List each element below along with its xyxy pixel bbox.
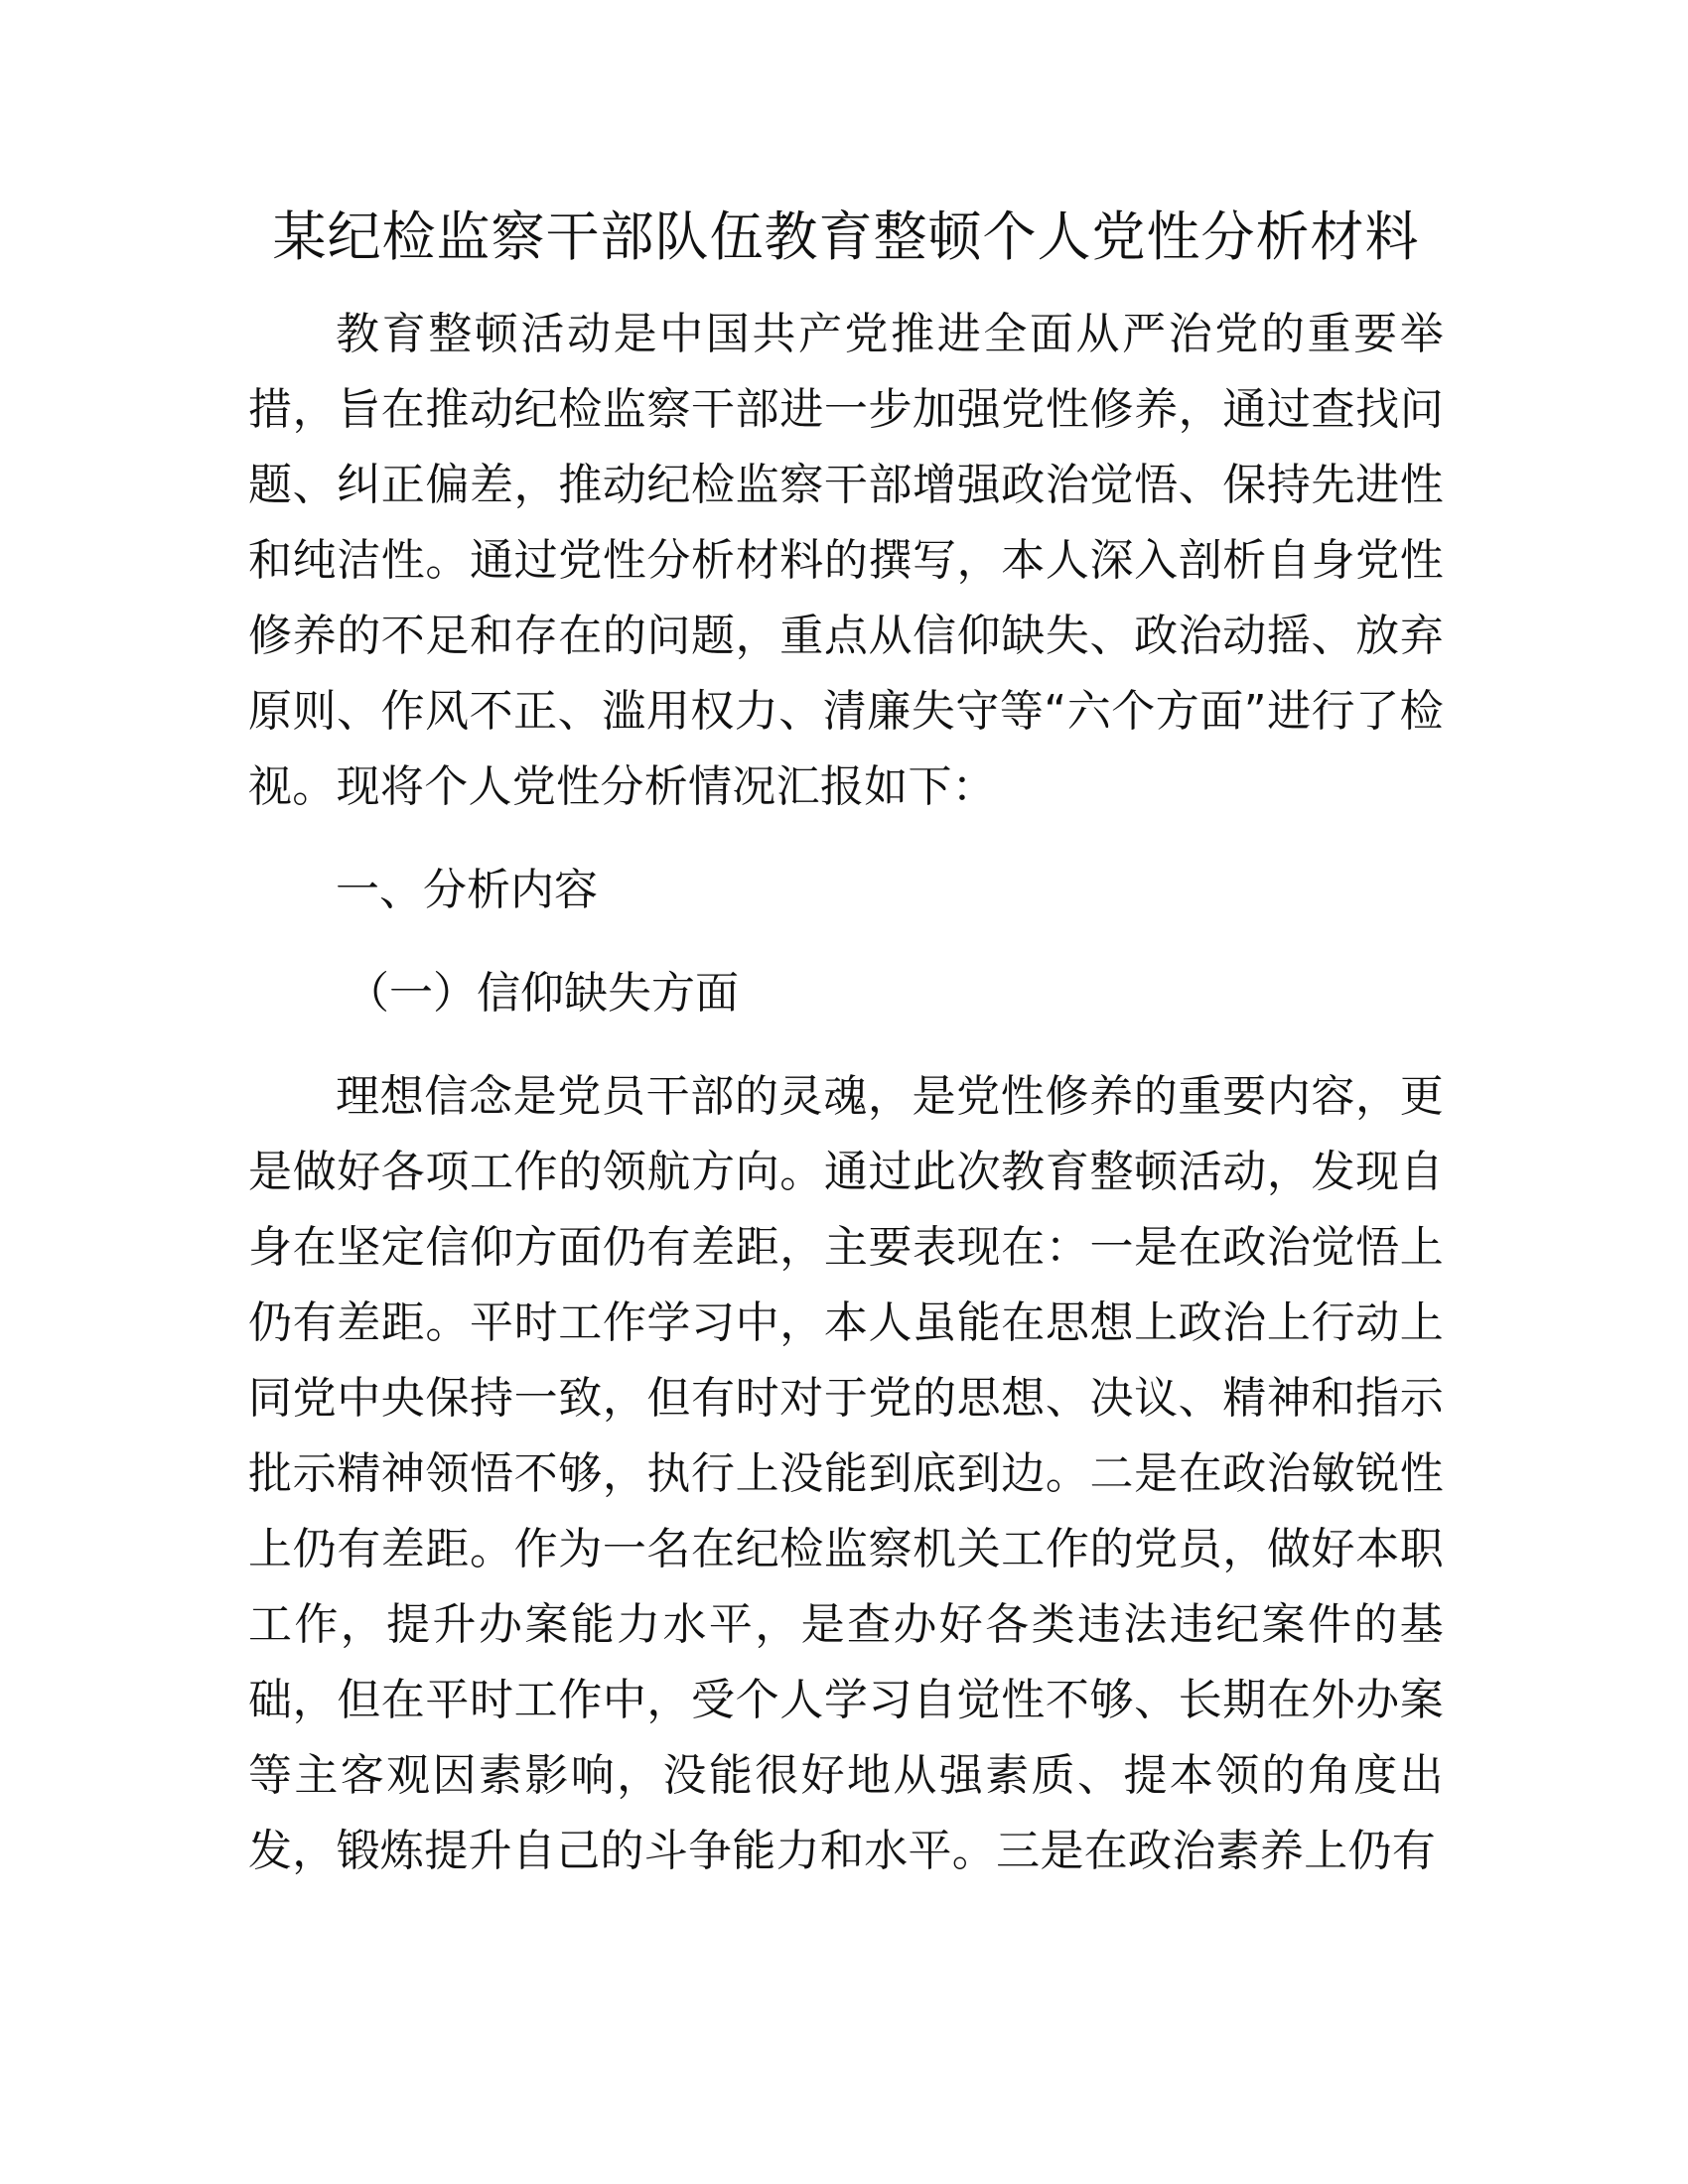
subsection-heading-faith: （一）信仰缺失方面 xyxy=(346,968,739,1019)
section-heading-analysis: 一、分析内容 xyxy=(336,865,598,915)
intro-paragraph: 教育整顿活动是中国共产党推进全面从严治党的重要举措，旨在推动纪检监察干部进一步加强党性修养，通过查找问题、纠正偏差，推动纪检监察干部增强政治觉悟、保持先进性和纯洁性。通过党性分析材料的撰写，本人深入剖析自身党性修养的不足和存在的问题，重点从信仰缺失、政治动摇、放弃原则、作风不正、滥用权力、清廉失守等“六个方面”进行了检视。现将个人党性分析情况汇报如下： xyxy=(248,309,1444,812)
document-content xyxy=(248,195,1444,1889)
body-paragraph-faith: 理想信念是党员干部的灵魂，是党性修养的重要内容，更是做好各项工作的领航方向。通过此次教育整顿活动，发现自身在坚定信仰方面仍有差距，主要表现在：一是在政治觉悟上仍有差距。平时工作学习中，本人虽能在思想上政治上行动上同党中央保持一致，但有时对于党的思想、决议、精神和指示批示精神领悟不够，执行上没能到底到边。二是在政治敏锐性上仍有差距。作为一名在纪检监察机关工作的党员，做好本职工作，提升办案能力水平，是查办好各类违法违纪案件的基础，但在平时工作中，受个人学习自觉性不够、长期在外办案等主客观因素影响，没能很好地从强素质、提本领的角度出发，锻炼提升自己的斗争能力和水平。三是在政治素养上仍有 xyxy=(248,1071,1444,1876)
document-title: 某纪检监察干部队伍教育整顿个人党性分析材料 xyxy=(272,205,1420,268)
